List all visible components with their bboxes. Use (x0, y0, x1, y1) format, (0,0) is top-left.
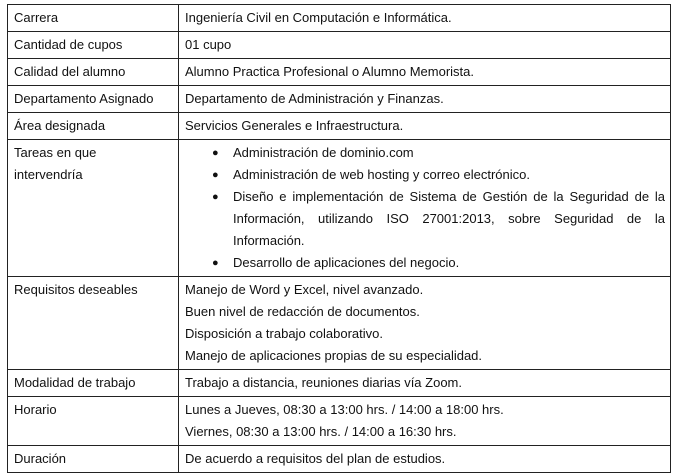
row-value (179, 277, 671, 370)
row-value (179, 397, 671, 446)
bullet-icon: ● (212, 169, 219, 181)
row-label: Calidad del alumno (8, 59, 179, 86)
list-item: ● Desarrollo de aplicaciones del negocio. (233, 252, 665, 274)
bullet-icon: ● (212, 147, 219, 159)
row-value: Trabajo a distancia, reuniones diarias vía Zoom. (179, 370, 671, 397)
requirement-line: Manejo de Word y Excel, nivel avanzado. (185, 282, 424, 297)
row-value: Ingeniería Civil en Computación e Informática. (179, 5, 671, 32)
schedule-line: Viernes, 08:30 a 13:00 hrs. / 14:00 a 16:30 hrs. (185, 424, 457, 439)
schedule-line: Lunes a Jueves, 08:30 a 13:00 hrs. / 14:00 a 18:00 hrs. (185, 402, 504, 417)
row-label-line: intervendría (14, 167, 83, 182)
row-value (179, 140, 671, 277)
document-page (7, 4, 671, 473)
table-row (8, 32, 671, 59)
table-row (8, 140, 671, 277)
table-row (8, 59, 671, 86)
row-label: Modalidad de trabajo (8, 370, 179, 397)
row-label (8, 140, 179, 277)
row-label: Horario (8, 397, 179, 446)
requirement-line: Buen nivel de redacción de documentos. (185, 304, 420, 319)
row-value: De acuerdo a requisitos del plan de estudios. (179, 446, 671, 473)
table-row (8, 113, 671, 140)
row-label: Carrera (8, 5, 179, 32)
row-label: Duración (8, 446, 179, 473)
row-value: Departamento de Administración y Finanzas. (179, 86, 671, 113)
requirement-line: Manejo de aplicaciones propias de su especialidad. (185, 348, 483, 363)
row-label: Requisitos deseables (8, 277, 179, 370)
info-table (7, 4, 671, 473)
table-row (8, 370, 671, 397)
table-row (8, 277, 671, 370)
table-row (8, 5, 671, 32)
table-row (8, 397, 671, 446)
row-label: Cantidad de cupos (8, 32, 179, 59)
table-row (8, 86, 671, 113)
row-label-line: Tareas en que (14, 145, 97, 160)
bullet-icon: ● (212, 257, 219, 269)
requirement-line: Disposición a trabajo colaborativo. (185, 326, 383, 341)
row-label: Área designada (8, 113, 179, 140)
list-item: ● Diseño e implementación de Sistema de Gestión de la Seguridad de la Información, utilizando ISO 27001:2013, sobre Seguridad de la Información. (233, 186, 665, 252)
row-value: 01 cupo (179, 32, 671, 59)
list-item: ● Administración de web hosting y correo electrónico. (233, 164, 665, 186)
row-value: Alumno Practica Profesional o Alumno Memorista. (179, 59, 671, 86)
task-list (185, 142, 665, 274)
bullet-icon: ● (212, 191, 219, 203)
row-label: Departamento Asignado (8, 86, 179, 113)
row-value: Servicios Generales e Infraestructura. (179, 113, 671, 140)
table-row (8, 446, 671, 473)
list-item: ● Administración de dominio.com (233, 142, 665, 164)
